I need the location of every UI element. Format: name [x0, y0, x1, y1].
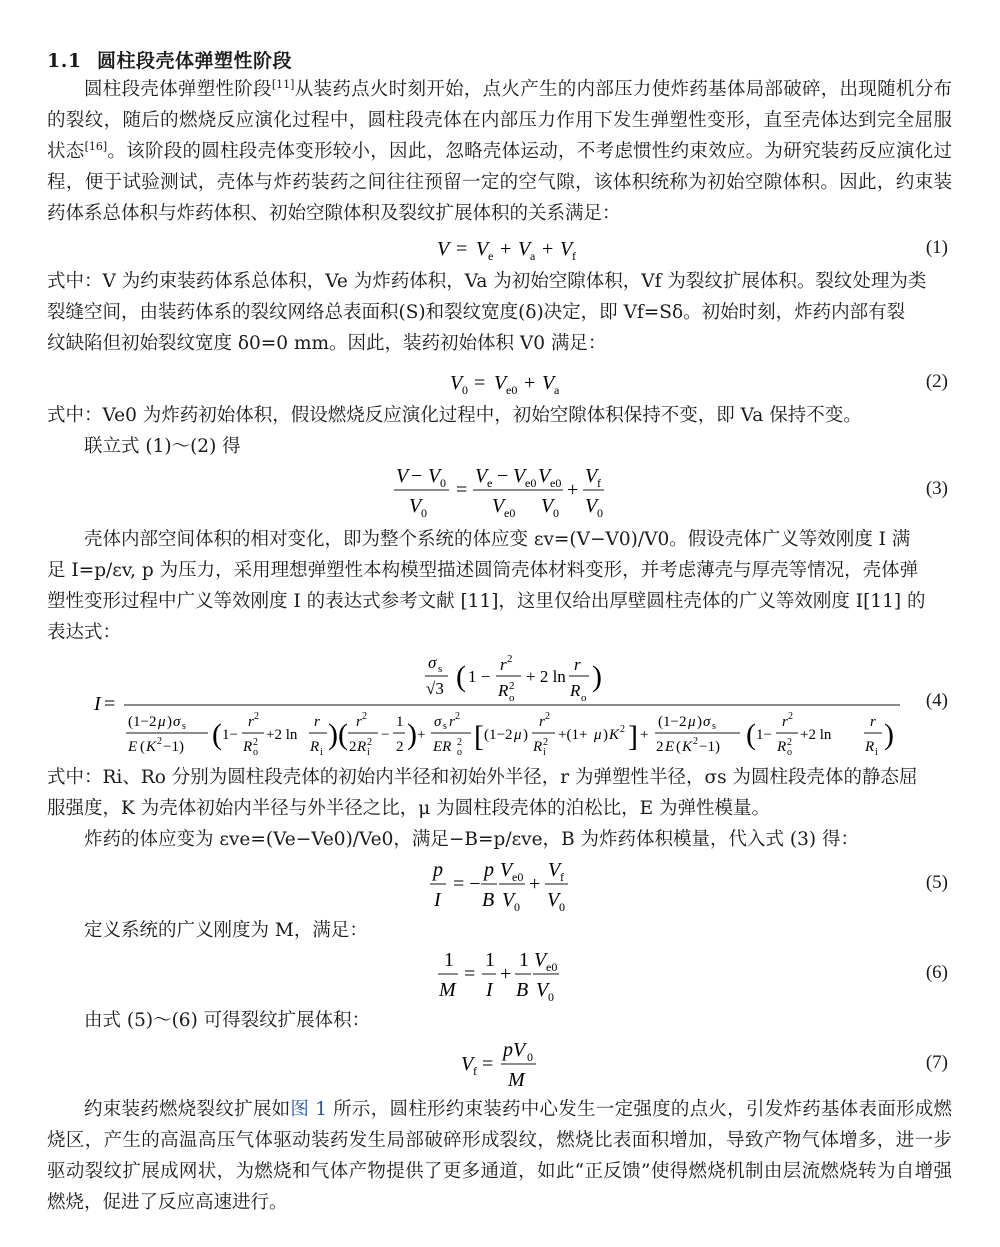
equation-5-number: (5) — [925, 872, 948, 893]
equation-6-number: (6) — [925, 962, 948, 983]
svg-text:f: f — [560, 870, 564, 884]
svg-text:2: 2 — [545, 711, 550, 722]
svg-text:B: B — [516, 979, 529, 1001]
svg-text:σ: σ — [434, 714, 442, 730]
svg-text:μ: μ — [688, 714, 696, 730]
equation-1-formula — [0, 234, 1000, 264]
svg-text:]: ] — [628, 720, 638, 753]
citation-11[interactable]: [11] — [271, 77, 295, 91]
svg-text:o: o — [581, 692, 587, 704]
svg-text:=: = — [482, 1053, 494, 1075]
svg-text:(: ( — [338, 718, 348, 751]
svg-text:1−: 1− — [222, 727, 238, 743]
equation-4 — [0, 648, 1000, 758]
p10-text-a: 约束装药燃烧裂纹扩展如 — [84, 1099, 291, 1120]
svg-text:[: [ — [474, 720, 484, 753]
svg-text:2: 2 — [787, 737, 792, 748]
svg-text:2: 2 — [788, 711, 793, 722]
equation-3-formula — [0, 462, 1000, 518]
equation-5 — [0, 856, 1000, 912]
equation-5-formula — [0, 856, 1000, 912]
paragraph-7: 炸药的体应变为 εve=(Ve−Ve0)/Ve0，满足−B=p/εve，B 为炸药体积模量，代入式 (3) 得： — [84, 829, 860, 850]
svg-text:+: + — [529, 873, 541, 895]
svg-text:p: p — [484, 859, 494, 881]
svg-text:2: 2 — [543, 737, 548, 748]
p6-line-1: 式中：Ri、Ro 分别为圆柱段壳体的初始内半径和初始外半径，r 为弹塑性半径，σs 为圆柱段壳体的静态屈 — [47, 767, 918, 788]
svg-text:K: K — [609, 727, 620, 743]
svg-text:M: M — [508, 1069, 525, 1091]
svg-text:K: K — [682, 739, 693, 755]
svg-text:r: r — [449, 714, 455, 730]
svg-text:i: i — [875, 747, 878, 758]
svg-text:E: E — [665, 739, 675, 755]
equation-6 — [0, 946, 1000, 1002]
svg-text:o: o — [457, 747, 462, 758]
svg-text:−: − — [381, 727, 390, 743]
svg-text:I: I — [486, 979, 493, 1001]
svg-text:1: 1 — [444, 949, 454, 971]
svg-text:e: e — [488, 249, 494, 263]
svg-text:V: V — [396, 465, 409, 487]
svg-text:o: o — [253, 747, 258, 758]
svg-text:e0: e0 — [506, 383, 518, 397]
svg-text:0: 0 — [514, 900, 520, 912]
svg-text:σ: σ — [703, 714, 711, 730]
svg-text:r: r — [500, 655, 507, 674]
svg-text:V: V — [437, 238, 450, 260]
svg-text:2: 2 — [362, 711, 367, 722]
svg-text:V: V — [536, 979, 549, 1001]
svg-text:0: 0 — [462, 383, 468, 397]
paragraph-10 — [47, 1094, 952, 1218]
svg-text:2: 2 — [157, 736, 162, 747]
svg-text:ER: ER — [433, 739, 452, 755]
svg-text:= −: = − — [453, 873, 481, 895]
svg-text:V: V — [534, 949, 547, 971]
svg-text:): ) — [592, 660, 602, 693]
equation-7-formula — [0, 1036, 1000, 1092]
svg-text:+: + — [524, 372, 536, 394]
svg-text:1: 1 — [485, 949, 495, 971]
equation-2 — [0, 368, 1000, 398]
p2-line-1: 式中：V 为约束装药体系总体积，Ve 为炸药体积，Va 为初始空隙体积，Vf 为裂纹扩展体积。裂纹处理为类 — [47, 271, 927, 292]
svg-text:a: a — [554, 383, 560, 397]
svg-text:+: + — [567, 479, 579, 501]
svg-text:s: s — [438, 663, 443, 675]
svg-text:s: s — [712, 721, 716, 732]
svg-text:(1−2: (1−2 — [484, 727, 513, 743]
svg-text:): ) — [697, 714, 702, 730]
svg-text:I: I — [94, 693, 101, 715]
svg-text:+: + — [500, 238, 512, 260]
svg-text:R: R — [533, 739, 543, 755]
svg-text:2: 2 — [396, 739, 404, 755]
svg-text:=: = — [456, 479, 468, 501]
svg-text:R: R — [777, 739, 787, 755]
svg-text:V: V — [542, 372, 555, 394]
svg-text:E: E — [128, 739, 138, 755]
svg-text:+: + — [542, 238, 554, 260]
svg-text:2: 2 — [656, 739, 664, 755]
svg-text:V: V — [461, 1053, 474, 1075]
svg-text:B: B — [482, 889, 495, 911]
svg-text:V: V — [585, 495, 598, 517]
equation-4-formula — [0, 648, 1000, 758]
p2-line-3: 纹缺陷但初始裂纹宽度 δ0=0 mm。因此，装药初始体积 V0 满足： — [47, 333, 607, 354]
svg-text:i: i — [543, 747, 546, 758]
svg-text:R: R — [357, 739, 367, 755]
svg-text:R: R — [865, 739, 875, 755]
svg-text:0: 0 — [597, 506, 603, 518]
svg-text:s: s — [182, 721, 186, 732]
equation-3 — [0, 462, 1000, 518]
svg-text:2: 2 — [509, 680, 515, 692]
svg-text:V: V — [518, 238, 531, 260]
equation-1-number: (1) — [925, 237, 948, 258]
paragraph-4: 联立式 (1)～(2) 得 — [84, 436, 241, 457]
p1-text-b: 从装药点火时刻开始，点火产生的内部压力使炸药基体局部破碎，出现随机分布的裂纹，随后的燃烧反应演化过程中，圆柱段壳体在内部压力作用下发生弹塑性变形，直至壳体达到完全屈服状态 — [47, 79, 952, 162]
svg-text:+2 ln: +2 ln — [800, 727, 832, 743]
svg-text:0: 0 — [559, 900, 565, 912]
svg-text:0: 0 — [527, 1050, 533, 1064]
svg-text:2: 2 — [253, 737, 258, 748]
section-number: 1.1 — [47, 50, 82, 72]
p10-text-b: 所示，圆柱形约束装药中心发生一定强度的点火，引发炸药基体表面形成燃烧区，产生的高温高压气体驱动装药发生局部破碎形成裂纹，燃烧比表面积增加，导致产物气体增多，进一步驱动裂纹扩展成网状，为燃烧和气体产物提供了更多通道，如此“正反馈”使得燃烧机制由层流燃烧转为自增强燃烧，促进了反应高速进行。 — [47, 1099, 952, 1213]
section-heading — [47, 46, 292, 73]
svg-text:): ) — [603, 727, 608, 743]
svg-text:f: f — [572, 249, 576, 263]
svg-text:V: V — [547, 889, 560, 911]
equation-7-number: (7) — [925, 1052, 948, 1073]
svg-text:0: 0 — [421, 506, 427, 518]
svg-text:(1−2: (1−2 — [128, 714, 157, 730]
svg-text:): ) — [523, 727, 528, 743]
paragraph-9: 由式 (5)～(6) 可得裂纹扩展体积： — [84, 1010, 371, 1031]
svg-text:0: 0 — [548, 990, 554, 1002]
svg-text:V: V — [541, 495, 554, 517]
svg-text:σ: σ — [173, 714, 181, 730]
svg-text:V: V — [513, 465, 526, 487]
paragraph-1 — [47, 74, 952, 229]
svg-text:(: ( — [456, 660, 466, 693]
svg-text:2: 2 — [693, 736, 698, 747]
svg-text:2: 2 — [367, 737, 372, 748]
svg-text:(1−2: (1−2 — [658, 714, 687, 730]
svg-text:+: + — [640, 727, 649, 743]
equation-7 — [0, 1036, 1000, 1092]
svg-text:√3: √3 — [426, 679, 444, 698]
svg-text:V: V — [502, 889, 515, 911]
p5-line-4: 表达式： — [47, 622, 122, 643]
svg-text:1: 1 — [519, 949, 529, 971]
svg-text:o: o — [509, 692, 515, 704]
svg-text:R: R — [498, 681, 509, 700]
paragraph-8: 定义系统的广义刚度为 M，满足： — [84, 920, 368, 941]
svg-text:−: − — [497, 465, 509, 487]
svg-text:R: R — [570, 681, 581, 700]
svg-text:2: 2 — [349, 739, 357, 755]
svg-text:(: ( — [746, 718, 756, 751]
svg-text:r: r — [248, 714, 254, 730]
svg-text:r: r — [574, 655, 581, 674]
svg-text:f: f — [597, 476, 601, 490]
svg-text:I: I — [434, 889, 441, 911]
svg-text:2: 2 — [507, 653, 513, 665]
svg-text:V: V — [409, 495, 422, 517]
section-title: 圆柱段壳体弹塑性阶段 — [97, 50, 293, 72]
equation-4-number: (4) — [925, 690, 948, 711]
svg-text:): ) — [328, 718, 338, 751]
svg-text:−1): −1) — [163, 739, 184, 755]
svg-text:+2 ln: +2 ln — [266, 727, 298, 743]
svg-text:V: V — [548, 859, 561, 881]
equation-3-number: (3) — [925, 478, 948, 499]
svg-text:1 −: 1 − — [468, 667, 491, 686]
svg-text:V: V — [538, 465, 551, 487]
figure-1-link[interactable]: 图 1 — [290, 1099, 328, 1120]
svg-text:V: V — [500, 859, 513, 881]
equation-1 — [0, 234, 1000, 264]
svg-text:i: i — [320, 747, 323, 758]
svg-text:1−: 1− — [756, 727, 772, 743]
svg-text:e0: e0 — [546, 960, 558, 974]
svg-text:V: V — [494, 372, 507, 394]
svg-text:r: r — [314, 714, 320, 730]
p1-text-a: 圆柱段壳体弹塑性阶段 — [84, 79, 272, 100]
svg-text:1: 1 — [396, 714, 404, 730]
svg-text:(: ( — [140, 739, 145, 755]
svg-text:i: i — [367, 747, 370, 758]
svg-text:V: V — [492, 495, 505, 517]
svg-text:r: r — [539, 714, 545, 730]
svg-text:2: 2 — [620, 724, 625, 735]
svg-text:V: V — [475, 465, 488, 487]
svg-text:e: e — [487, 476, 493, 490]
svg-text:=: = — [456, 238, 468, 260]
svg-text:μ: μ — [594, 727, 602, 743]
svg-text:0: 0 — [553, 506, 559, 518]
p2-line-2: 裂缝空间，由装药体系的裂纹网络总表面积(S)和裂纹宽度(δ)决定，即 Vf=Sδ。初始时刻，炸药内部有裂 — [47, 302, 906, 323]
svg-text:2: 2 — [254, 711, 259, 722]
equation-2-number: (2) — [925, 371, 948, 392]
svg-text:σ: σ — [428, 653, 437, 672]
p5-line-1: 壳体内部空间体积的相对变化，即为整个系统的体应变 εv=(V−V0)/V0。假设壳体广义等效刚度 I 满 — [84, 529, 911, 550]
svg-text:V: V — [585, 465, 598, 487]
svg-text:pV: pV — [503, 1039, 526, 1061]
svg-text:2: 2 — [455, 711, 460, 722]
svg-text:f: f — [473, 1064, 477, 1078]
svg-text:V: V — [428, 465, 441, 487]
svg-text:s: s — [443, 721, 447, 732]
citation-16[interactable]: [16] — [84, 139, 108, 153]
p5-line-3: 塑性变形过程中广义等效刚度 I 的表达式参考文献 [11]，这里仅给出厚壁圆柱壳体的广义等效刚度 I[11] 的 — [47, 591, 926, 612]
svg-text:(: ( — [676, 739, 681, 755]
svg-text:R: R — [310, 739, 320, 755]
svg-text:2: 2 — [457, 737, 462, 748]
equation-2-formula — [0, 368, 1000, 398]
svg-text:+: + — [500, 963, 512, 985]
svg-text:+ 2 ln: + 2 ln — [526, 667, 566, 686]
svg-text:−1): −1) — [699, 739, 720, 755]
svg-text:p: p — [433, 859, 443, 881]
svg-text:(: ( — [212, 718, 222, 751]
svg-text:): ) — [407, 718, 417, 751]
svg-text:e0: e0 — [550, 476, 562, 490]
svg-text:0: 0 — [440, 476, 446, 490]
svg-text:e0: e0 — [525, 476, 537, 490]
svg-text:): ) — [167, 714, 172, 730]
svg-text:r: r — [356, 714, 362, 730]
svg-text:+(1+: +(1+ — [558, 727, 588, 743]
p1-text-c: 。该阶段的圆柱段壳体变形较小，因此，忽略壳体运动，不考虑惯性约束效应。为研究装药反应演化过程，便于试验测试，壳体与炸药装药之间往往预留一定的空气隙，该体积统称为初始空隙体积。因此，约束装药体系总体积与炸药体积、初始空隙体积及裂纹扩展体积的关系满足： — [47, 141, 952, 224]
svg-text:−: − — [411, 465, 423, 487]
svg-text:V: V — [476, 238, 489, 260]
equation-6-formula — [0, 946, 1000, 1002]
svg-text:=: = — [104, 693, 116, 715]
svg-text:μ: μ — [514, 727, 522, 743]
svg-text:=: = — [464, 963, 476, 985]
svg-text:V: V — [450, 372, 463, 394]
svg-text:e0: e0 — [512, 870, 524, 884]
paragraph-3: 式中：Ve0 为炸药初始体积，假设燃烧反应演化过程中，初始空隙体积保持不变，即 Va 保持不变。 — [47, 405, 862, 426]
svg-text:V: V — [560, 238, 573, 260]
svg-text:r: r — [782, 714, 788, 730]
svg-text:μ: μ — [158, 714, 166, 730]
svg-text:r: r — [870, 714, 876, 730]
svg-text:M: M — [439, 979, 456, 1001]
svg-text:o: o — [787, 747, 792, 758]
svg-text:K: K — [146, 739, 157, 755]
svg-text:=: = — [474, 372, 486, 394]
p5-line-2: 足 I=p/εv, p 为压力，采用理想弹塑性本构模型描述圆筒壳体材料变形，并考虑薄壳与厚壳等情况，壳体弹 — [47, 560, 919, 581]
svg-text:R: R — [243, 739, 253, 755]
svg-text:a: a — [530, 249, 536, 263]
p6-line-2: 服强度，K 为壳体初始内半径与外半径之比，μ 为圆柱段壳体的泊松比，E 为弹性模量。 — [47, 798, 770, 819]
svg-text:e0: e0 — [504, 506, 516, 518]
svg-text:+: + — [417, 727, 426, 743]
svg-text:): ) — [884, 718, 894, 751]
